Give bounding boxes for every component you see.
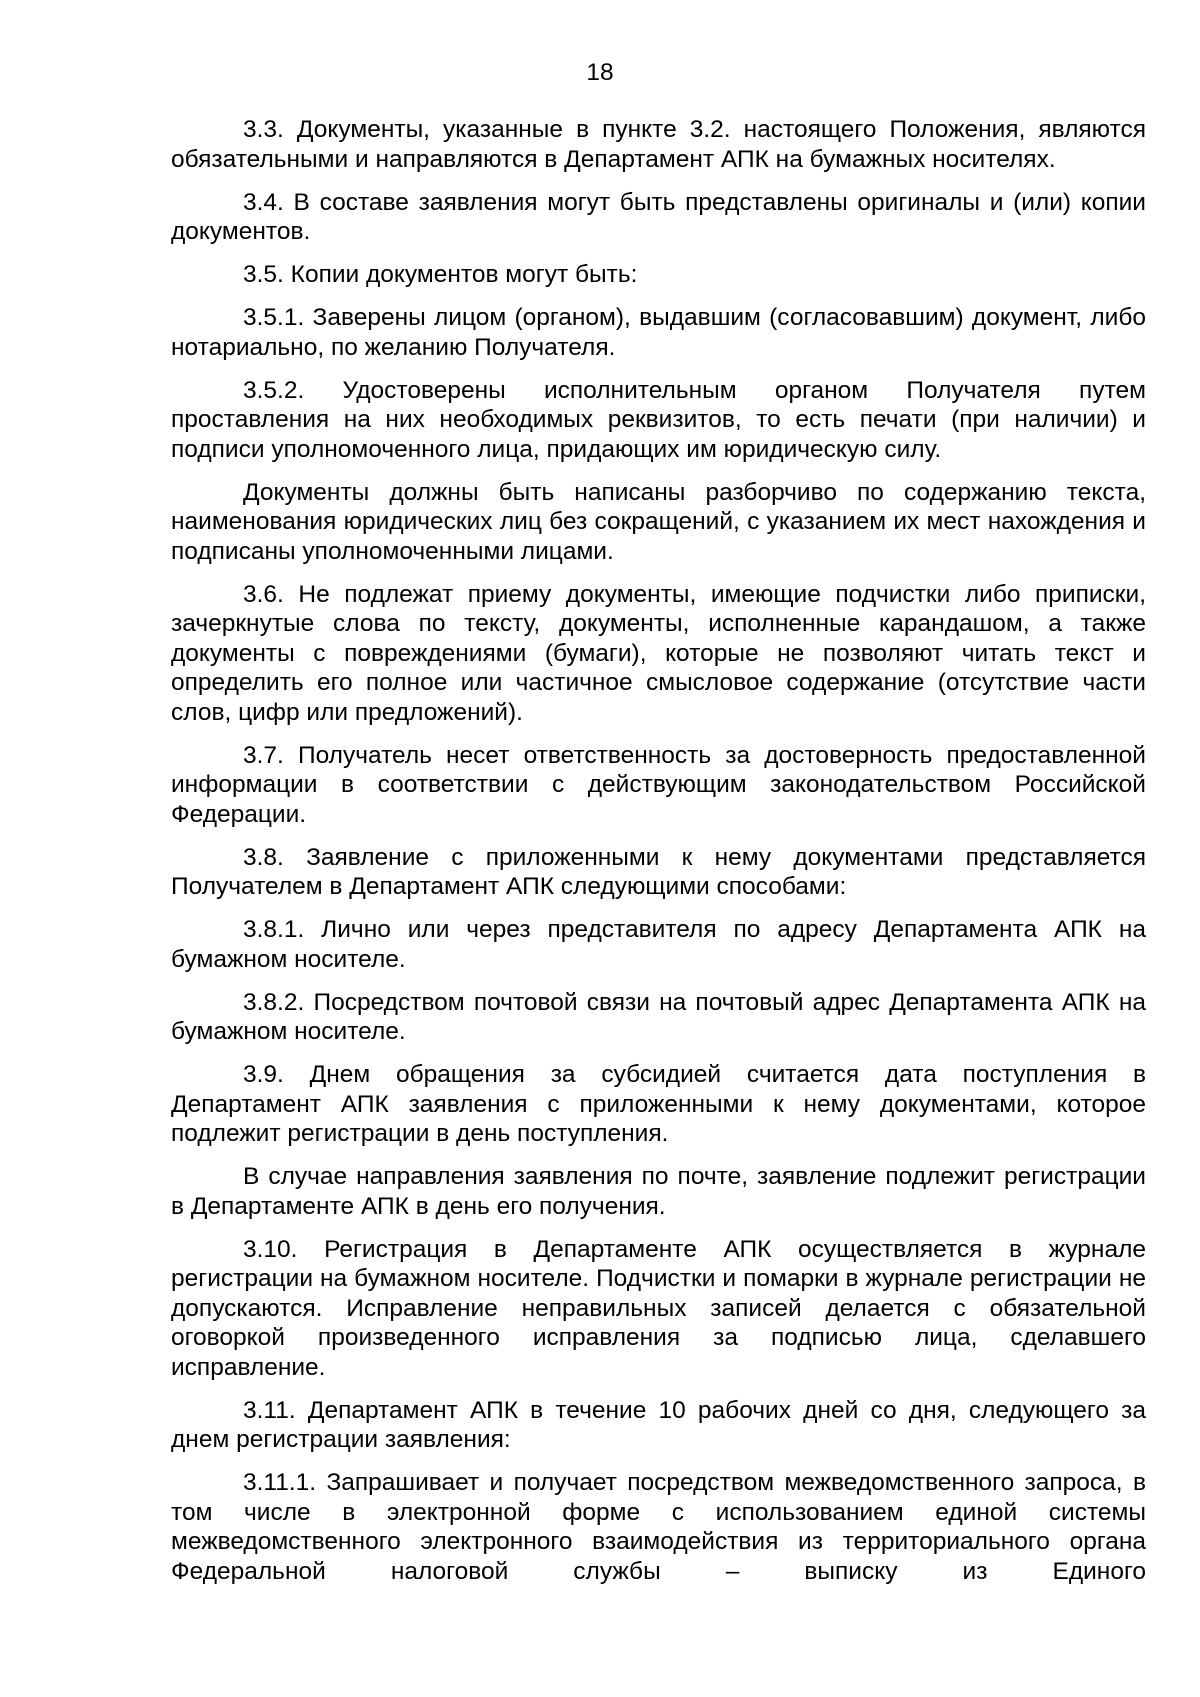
paragraph-3-4: 3.4. В составе заявления могут быть представлены оригиналы и (или) копии документов.: [171, 188, 1146, 245]
paragraph-3-5: 3.5. Копии документов могут быть:: [243, 261, 638, 288]
paragraph-3-6: 3.6. Не подлежат приему документы, имеющие подчистки либо приписки, зачеркнутые слова по тексту, документы, исполненные карандашом, а также документы с повреждениями (бумаги), которые не позволяют читать текст и определить его полное или частичное смысловое содержание (отсутствие части слов, цифр или предложений).: [171, 580, 1146, 726]
paragraph-3-8: 3.8. Заявление с приложенными к нему документами представляется Получателем в Департамент АПК следующими способами:: [171, 843, 1146, 900]
page-number: 18: [586, 59, 614, 86]
paragraph-3-9: 3.9. Днем обращения за субсидией считается дата поступления в Департамент АПК заявления с приложенными к нему документами, которое подлежит регистрации в день поступления.: [171, 1061, 1146, 1147]
paragraph-3-10: 3.10. Регистрация в Департаменте АПК осуществляется в журнале регистрации на бумажном носителе. Подчистки и помарки в журнале регистрации не допускаются. Исправление неправильных записей делается с обязательной оговоркой произведенного исправления за подписью лица, сделавшего исправление.: [171, 1235, 1146, 1381]
paragraph-3-11-1: 3.11.1. Запрашивает и получает посредством межведомственного запроса, в том числе в электронной форме с использованием единой системы межведомственного электронного взаимодействия из территориального органа Федеральной налоговой службы – выписку из Единого: [171, 1469, 1146, 1585]
document-body: [171, 115, 1146, 1600]
paragraph-3-7: 3.7. Получатель несет ответственность за достоверность предоставленной информации в соответствии с действующим законодательством Российской Федерации.: [171, 741, 1146, 828]
paragraph-documents-requirements: Документы должны быть написаны разборчиво по содержанию текста, наименования юридических лиц без сокращений, с указанием их мест нахождения и подписаны уполномоченными лицами.: [171, 478, 1146, 565]
paragraph-3-5-2: 3.5.2. Удостоверены исполнительным органом Получателя путем проставления на них необходимых реквизитов, то есть печати (при наличии) и подписи уполномоченного лица, придающих им юридическую силу.: [171, 376, 1146, 463]
paragraph-3-5-1: 3.5.1. Заверены лицом (органом), выдавшим (согласовавшим) документ, либо нотариально, по желанию Получателя.: [171, 304, 1146, 361]
paragraph-3-3: 3.3. Документы, указанные в пункте 3.2. настоящего Положения, являются обязательными и направляются в Департамент АПК на бумажных носителях.: [171, 116, 1146, 173]
paragraph-3-8-1: 3.8.1. Лично или через представителя по адресу Департамента АПК на бумажном носителе.: [171, 916, 1146, 973]
paragraph-mail-registration: В случае направления заявления по почте, заявление подлежит регистрации в Департаменте АПК в день его получения.: [171, 1163, 1146, 1220]
paragraph-3-11: 3.11. Департамент АПК в течение 10 рабочих дней со дня, следующего за днем регистрации заявления:: [171, 1396, 1146, 1453]
paragraph-3-8-2: 3.8.2. Посредством почтовой связи на почтовый адрес Департамента АПК на бумажном носителе.: [171, 988, 1146, 1045]
